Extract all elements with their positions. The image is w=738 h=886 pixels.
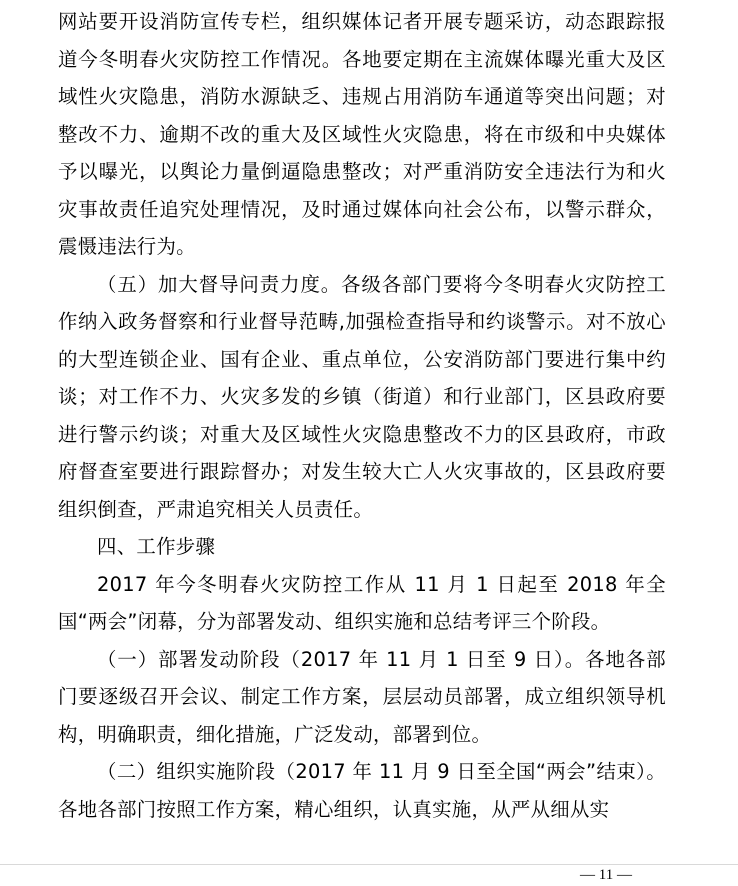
section-heading-work-steps: 四、工作步骤 [97,535,216,558]
document-body [58,0,666,828]
paragraph-work-period: 2017 年今冬明春火灾防控工作从 11 月 1 日起至 2018 年全国“两会”闭幕，分为部署发动、组织实施和总结考评三个阶段。 [58,572,666,633]
paragraph-media-exposure: 网站要开设消防宣传专栏，组织媒体记者开展专题采访，动态跟踪报道今冬明春火灾防控工作情况。各地要定期在主流媒体曝光重大及区域性火灾隐患，消防水源缺乏、违规占用消防车通道等突出问题；对整改不力、逾期不改的重大及区域性火灾隐患，将在市级和中央媒体予以曝光，以舆论力量倒逼隐患整改；对严重消防安全违法行为和火灾事故责任追究处理情况，及时通过媒体向社会公布，以警示群众，震慑违法行为。 [58,10,666,258]
page-number: — 11 — [580,867,632,883]
paragraph-deployment-stage: （一）部署发动阶段（2017 年 11 月 1 日至 9 日）。各地各部门要逐级召开会议、制定工作方案，层层动员部署，成立组织领导机构，明确职责，细化措施，广泛发动，部署到位。 [58,647,666,746]
paragraph-supervision-accountability: （五）加大督导问责力度。各级各部门要将今冬明春火灾防控工作纳入政务督察和行业督导范畴,加强检查指导和约谈警示。对不放心的大型连锁企业、国有企业、重点单位，公安消防部门要进行集中约谈；对工作不力、火灾多发的乡镇（街道）和行业部门，区县政府要进行警示约谈；对重大及区域性火灾隐患整改不力的区县政府，市政府督查室要进行跟踪督办；对发生较大亡人火灾事故的，区县政府要组织倒查，严肃追究相关人员责任。 [58,272,666,521]
footer-divider [0,864,738,865]
paragraph-implementation-stage: （二）组织实施阶段（2017 年 11 月 9 日至全国“两会”结束）。各地各部门按照工作方案，精心组织，认真实施，从严从细从实 [58,760,666,821]
